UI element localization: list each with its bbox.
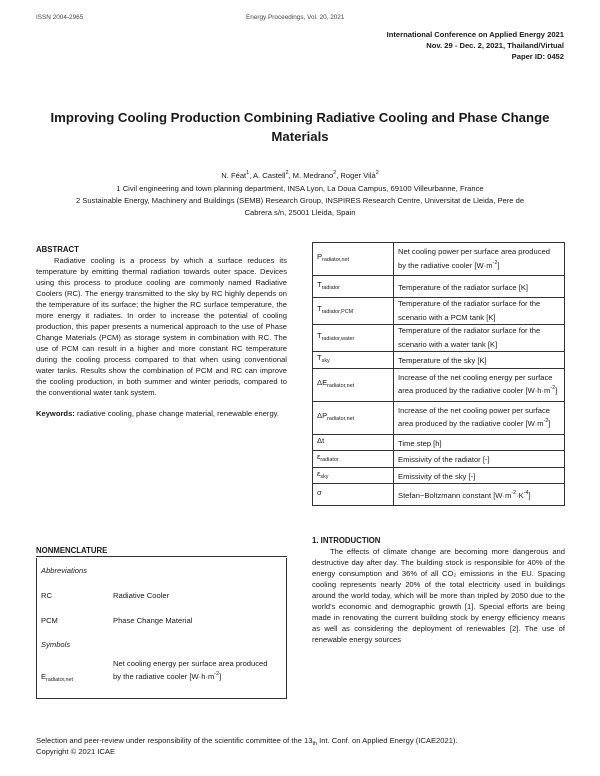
nomenclature-symbol <box>313 298 394 325</box>
symbol-desc: Temperature of the radiator surface for the scenario with a water tank [K] <box>398 326 541 349</box>
nomenclature-row <box>313 451 565 468</box>
nomenclature-description <box>394 298 565 325</box>
abbreviations-heading: Abbreviations <box>41 566 88 575</box>
author-2: , A. Castell <box>249 171 286 180</box>
nomenclature-row <box>313 276 565 298</box>
nomenclature-row <box>313 368 565 401</box>
conference-dates: Nov. 29 - Dec. 2, 2021, Thailand/Virtual <box>426 41 564 50</box>
nomenclature-description <box>394 325 565 352</box>
symbol-unit-sup: -2 <box>550 385 556 391</box>
symbol-main: E <box>41 672 47 681</box>
nomenclature-description <box>394 243 565 276</box>
nomenclature-row <box>313 325 565 352</box>
author-4: , Roger Vilà <box>336 171 376 180</box>
symbol-main: P <box>317 252 323 262</box>
nomenclature-row <box>313 352 565 369</box>
symbol-unit-sup: -2 <box>511 489 517 496</box>
abstract-section <box>36 244 287 419</box>
paper-title <box>40 108 560 146</box>
author-3: , M. Medrano <box>288 171 334 180</box>
symbol-sub: sky <box>321 358 330 364</box>
nomenclature-description <box>394 276 565 298</box>
abbrev-rc-symbol: RC <box>41 591 52 600</box>
nomenclature-symbol <box>313 325 394 352</box>
nomenclature-row <box>313 484 565 506</box>
symbol-unit-tail: ] <box>219 672 222 681</box>
affiliation-2: 2 Sustainable Energy, Machinery and Buildings (SEMB) Research Group, INSPIRES Research Centre, Universitat de Lleida, Pere de <box>75 196 525 205</box>
nomenclature-description <box>394 484 565 506</box>
abbrev-rc-desc: Radiative Cooler <box>113 591 170 600</box>
nomenclature-description <box>394 434 565 451</box>
nomenclature-row <box>313 298 565 325</box>
conference-name: International Conference on Applied Energy 2021 <box>386 30 564 39</box>
abbrev-pcm-symbol: PCM <box>41 616 58 625</box>
symbol-desc: Increase of the net cooling energy per surface area produced by the radiative cooler [W·h·m <box>398 372 553 395</box>
introduction-text: The effects of climate change are becoming more dangerous and destructive day after day. The building stock is responsible for 40% of the energy consumption and 36% of all CO₂ emissions in the EU. Spacing cooling represents nearly 20% of the total electricity used in buildings around the world today, which will be more than tripled by 2050 due to the world's economic and demographic growth [1]. Special efforts are being made in renovating the current building stock by energy efficiency means as well as considering the deployment of renewables [2]. The use of renewable energy sources <box>312 547 565 644</box>
symbol-sub: radiator,net <box>327 415 355 422</box>
introduction-heading: 1. INTRODUCTION <box>312 536 381 545</box>
symbol-main: T <box>317 353 322 362</box>
footer-th: th <box>312 741 317 747</box>
nomenclature-description <box>394 368 565 401</box>
symbol-e-radiator-net <box>41 671 73 686</box>
author-3-aff: 2 <box>333 170 337 176</box>
symbol-unit-tail: ] <box>497 260 500 270</box>
symbol-unit-tail-2: ] <box>528 490 531 500</box>
abbrev-pcm-desc: Phase Change Material <box>113 616 193 625</box>
nomenclature-section <box>36 545 287 557</box>
footer-copyright: Copyright © 2021 ICAE <box>36 747 116 756</box>
symbol-desc: Emissivity of the radiator [-] <box>398 455 490 464</box>
symbol-desc: Time step [h] <box>398 438 442 448</box>
nomenclature-heading: NONMENCLATURE <box>36 545 287 557</box>
nomenclature-symbol <box>313 276 394 298</box>
symbol-main: ΔP <box>317 410 328 420</box>
symbol-sub: radiator,net <box>322 257 350 264</box>
nomenclature-symbol <box>313 484 394 506</box>
symbol-main: Δt <box>317 435 325 445</box>
nomenclature-symbol <box>313 401 394 434</box>
journal-name: Energy Proceedings, Vol. 20, 2021 <box>246 14 345 21</box>
nomenclature-row <box>313 467 565 484</box>
symbol-desc: Temperature of the sky [K] <box>398 356 487 365</box>
authors <box>0 170 600 180</box>
symbol-sub: radiator,net <box>327 382 355 389</box>
abstract-text: Radiative cooling is a process by which a surface reduces its temperature by emitting thermal radiation towards outer space. Devices using this process to produce cooling are commonly named Radiative Coolers (RC). The energy transmitted to the sky by RC highly depends on the temperature of its surface; the higher the RC surface temperature, the more energy it radiates. In order to increase the potential of cooling production, this paper presents a numerical approach to the use of Phase Change Materials (PCM) as storage system in combination with RC. The use of PCM can result in a higher and more constant RC temperature during the cooling process compared to that when using conventional water tanks. Results show the combination of PCM and RC can improve the cooling production, in both summer and winter periods, compared to the conventional water tank system. <box>36 256 287 397</box>
introduction-section <box>312 535 565 645</box>
symbol-desc: Temperature of the radiator surface for the scenario with a PCM tank [K] <box>398 299 541 322</box>
symbol-sub: radiator,PCM <box>321 309 354 316</box>
symbol-main: T <box>317 279 322 289</box>
symbol-desc: Temperature of the radiator surface [K] <box>398 282 529 292</box>
nomenclature-description <box>394 467 565 484</box>
symbol-sub: radiator,water <box>321 336 355 343</box>
symbol-e-radiator-net-desc <box>113 658 277 682</box>
symbols-heading: Symbols <box>41 640 71 649</box>
symbol-main: σ <box>317 487 322 497</box>
symbol-desc: Net cooling power per surface area produced by the radiative cooler [W·m <box>398 247 550 270</box>
nomenclature-symbol <box>313 352 394 369</box>
footer-text-a: Selection and peer-review under responsibility of the scientific committee of the 13 <box>36 736 313 745</box>
nomenclature-symbol <box>313 451 394 468</box>
symbol-unit-tail: ·K <box>516 490 524 500</box>
nomenclature-description <box>394 352 565 369</box>
symbol-unit-sup: -2 <box>492 259 498 266</box>
keywords <box>36 408 287 419</box>
footer-text-b: Int. Conf. on Applied Energy (ICAE2021). <box>316 736 458 745</box>
symbol-unit-sup-2: -4 <box>523 489 529 496</box>
author-4-aff: 2 <box>375 170 379 176</box>
nomenclature-box <box>36 558 287 699</box>
author-1: N. Féat <box>221 171 247 180</box>
paper-id: Paper ID: 0452 <box>511 52 564 61</box>
symbol-main: ΔE <box>317 377 328 387</box>
symbol-sub: radiator <box>321 284 340 291</box>
symbol-sub: sky <box>320 473 329 480</box>
symbol-desc: Emissivity of the sky [-] <box>398 471 476 481</box>
symbol-main: ε <box>317 468 321 478</box>
symbol-desc: Increase of the net cooling power per surface area produced by the radiative cooler [W·m <box>398 405 550 428</box>
author-2-aff: 2 <box>285 170 289 176</box>
symbol-sub: radiator <box>320 457 339 463</box>
keywords-label: Keywords: <box>36 409 75 418</box>
nomenclature-symbol <box>313 243 394 276</box>
symbol-sub: radiator,net <box>46 677 74 683</box>
symbol-desc: Net cooling energy per surface area produced by the radiative cooler [W·h·m <box>113 659 268 681</box>
symbol-main: ε <box>317 452 321 461</box>
affiliation-1: 1 Civil engineering and town planning department, INSA Lyon, La Doua Campus, 69100 Villeurbanne, France <box>116 184 484 193</box>
nomenclature-description <box>394 401 565 434</box>
symbol-unit-tail: ] <box>555 386 558 395</box>
abstract-heading: ABSTRACT <box>36 245 79 254</box>
symbol-unit-sup: -2 <box>214 671 220 677</box>
symbol-unit-tail: ] <box>548 419 551 428</box>
author-1-aff: 1 <box>246 170 250 176</box>
symbol-main: T <box>317 304 322 314</box>
nomenclature-symbol <box>313 368 394 401</box>
nomenclature-table <box>312 242 565 506</box>
keywords-text: radiative cooling, phase change material, renewable energy. <box>76 409 280 418</box>
affiliation-3: Cabrera s/n, 25001 Lleida, Spain <box>244 208 356 217</box>
issn: ISSN 2004-2965 <box>36 14 84 21</box>
nomenclature-row <box>313 243 565 276</box>
title-line-2: Materials <box>271 129 329 144</box>
nomenclature-row <box>313 434 565 451</box>
nomenclature-symbol <box>313 467 394 484</box>
symbol-desc: Stefan−Boltzmann constant [W·m <box>398 490 512 500</box>
nomenclature-row <box>313 401 565 434</box>
symbol-unit-sup: -2 <box>543 418 549 424</box>
nomenclature-description <box>394 451 565 468</box>
nomenclature-symbol <box>313 434 394 451</box>
symbol-main: T <box>317 331 322 341</box>
title-line-1: Improving Cooling Production Combining Radiative Cooling and Phase Change <box>50 110 550 125</box>
